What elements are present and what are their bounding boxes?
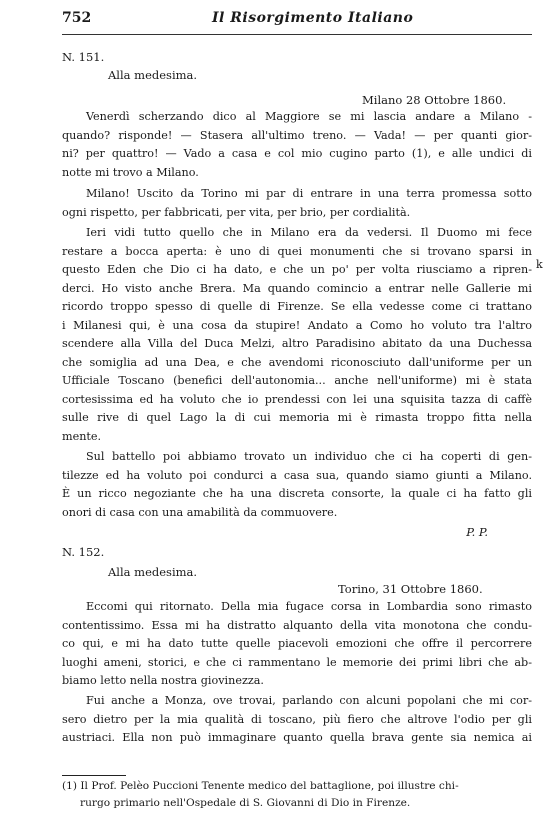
text-line: co qui, e mi ha dato tutte quelle piacevoli emozioni che offre il percorrere <box>62 637 532 650</box>
text-line: restare a bocca aperta: è uno di quei monumenti che si trovano sparsi in <box>62 244 532 258</box>
footnote-rule <box>62 775 126 776</box>
text-line: Sul battello poi abbiamo trovato un individuo che ci ha coperti di gen- <box>86 450 532 463</box>
text-line: che somiglia ad una Dea, e che avendomi riconosciuto dall'uniforme per un <box>62 355 532 369</box>
footnote-line: rurgo primario nell'Ospedale di S. Giovanni di Dio in Firenze. <box>80 797 411 809</box>
text-line: scendere alla Villa del Duca Melzi, altro Paradisino abitato da una Duchessa <box>62 337 532 350</box>
letter-151-number: N. 151. <box>62 50 105 64</box>
text-line: Eccomi qui ritornato. Della mia fugace corsa in Lombardia sono rimasto <box>86 600 532 613</box>
letter-151-paragraph-1 <box>62 108 532 182</box>
page-header <box>62 10 532 32</box>
text-line: quando? risponde! — Stasera all'ultimo treno. — Vada! — per quanti gior- <box>62 128 532 142</box>
text-line: luoghi ameni, storici, e che ci rammentano le memorie dei primi libri che ab- <box>62 655 532 669</box>
footnote <box>62 778 532 812</box>
letter-152-dateline: Torino, 31 Ottobre 1860. <box>338 582 483 596</box>
text-line: ricordo troppo spesso di quelle di Firenze. Se ella vedesse come ci trattano <box>62 300 532 313</box>
text-line: È un ricco negoziante che ha una discreta consorte, la quale ci ha fatto gli <box>62 487 532 500</box>
text-line: Venerdì scherzando dico al Maggiore se mi lascia andare a Milano - <box>86 110 532 123</box>
margin-mark: k <box>536 258 543 271</box>
text-line: Ieri vidi tutto quello che in Milano era da vedersi. Il Duomo mi fece <box>86 226 532 239</box>
running-title: Il Risorgimento Italiano <box>212 10 414 26</box>
page-number: 752 <box>62 10 92 26</box>
text-line: sero dietro per la mia qualità di toscano, più fiero che altrove l'odio per gli <box>62 712 532 726</box>
text-line: mente. <box>62 429 102 443</box>
text-line: i Milanesi qui, è una cosa da stupire! Andato a Como ho voluto tra l'altro <box>62 318 532 332</box>
letter-152-paragraph-1 <box>62 598 532 691</box>
letter-151-dateline: Milano 28 Ottobre 1860. <box>362 93 507 107</box>
text-line: sulle rive di quel Lago la di cui memoria mi è rimasta troppo fitta nella <box>62 411 532 424</box>
text-line: biamo letto nella nostra giovinezza. <box>62 674 264 687</box>
text-line: derci. Ho visto anche Brera. Ma quando comincio a entrar nelle Gallerie mi <box>62 281 532 295</box>
letter-151-paragraph-3 <box>62 224 532 446</box>
header-rule <box>62 34 532 35</box>
text-line: Ufficiale Toscano (benefici dell'autonomia... anche nell'uniforme) mi è stata <box>62 374 532 387</box>
text-line: questo Eden che Dio ci ha dato, e che un po' per volta riusciamo a ripren- <box>62 263 532 276</box>
letter-151-greeting: Alla medesima. <box>108 68 198 82</box>
text-line: Milano! Uscito da Torino mi par di entrare in una terra promessa sotto <box>86 187 532 200</box>
text-line: notte mi trovo a Milano. <box>62 165 199 179</box>
letter-151-paragraph-4 <box>62 448 532 522</box>
letter-151-signature: P. P. <box>466 525 488 539</box>
text-line: austriaci. Ella non può immaginare quanto quella brava gente sia nemica ai <box>62 731 532 744</box>
text-line: Fui anche a Monza, ove trovai, parlando con alcuni popolani che mi cor- <box>86 694 532 707</box>
letter-151-paragraph-2 <box>62 185 532 222</box>
text-line: tilezze ed ha voluto poi condurci a casa sua, quando siamo giunti a Milano. <box>62 468 532 482</box>
footnote-line: (1) Il Prof. Pelèo Puccioni Tenente medico del battaglione, poi illustre chi- <box>62 780 459 792</box>
text-line: ogni rispetto, per fabbricati, per vita, per brio, per cordialità. <box>62 205 411 219</box>
letter-152-greeting: Alla medesima. <box>108 565 198 579</box>
text-line: cortesissima ed ha voluto che io prendessi con lei una squisita tazza di caffè <box>62 392 532 406</box>
text-line: contentissimo. Essa mi ha distratto alquanto della vita monotona che condu- <box>62 618 532 632</box>
text-line: ni? per quattro! — Vado a casa e col mio cugino parto (1), e alle undici di <box>62 147 532 160</box>
letter-152-number: N. 152. <box>62 545 105 559</box>
letter-152-paragraph-2 <box>62 692 532 748</box>
text-line: onori di casa con una amabilità da commuovere. <box>62 505 338 519</box>
